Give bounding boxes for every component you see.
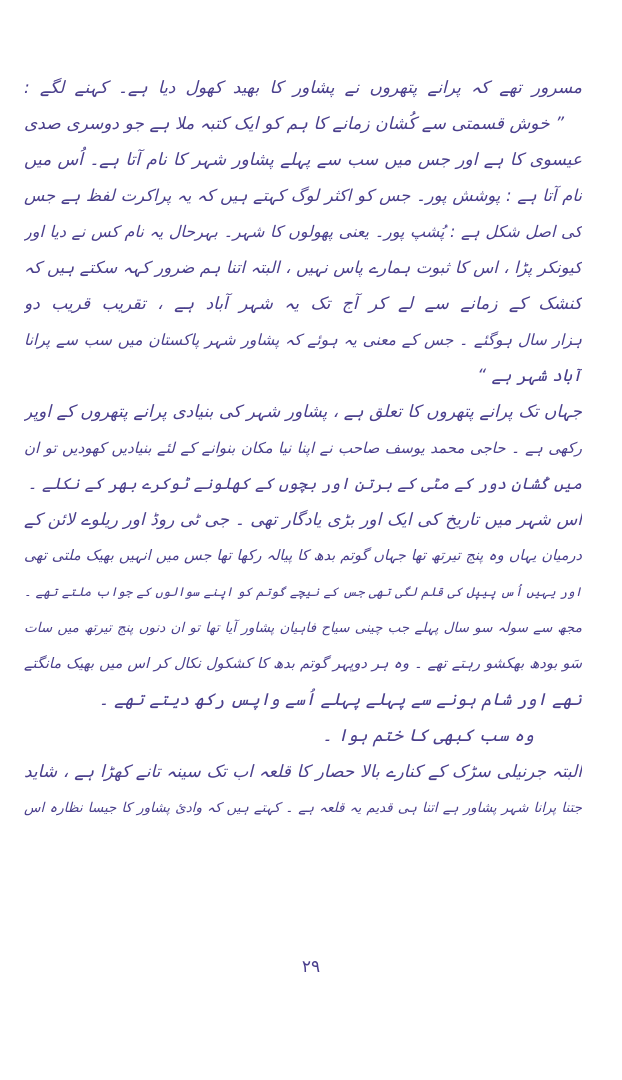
text-line: نام آتا ہے : پوشش پور۔ جس کو اکثر لوگ کہتے ہیں کہ یہ پراکرت لفظ ہے جس bbox=[24, 186, 582, 205]
text-line: رکھی ہے ۔ حاجی محمد یوسف صاحب نے اپنا نیا مکان بنوانے کے لئے بنیادیں کھودیں تو ان bbox=[24, 439, 582, 457]
text-line: کنشک کے زمانے سے لے کر آج تک یہ شہر آباد ہے ، تقریب قریب دو bbox=[24, 294, 582, 314]
text-line: مجھ سے سولہ سو سال پہلے جب چینی سیاح فاہیان پشاور آیا تھا تو ان دنوں پنج تیرتھ میں سات bbox=[24, 620, 582, 636]
text-line: کیونکر پڑا ، اس کا ثبوت ہمارے پاس نہیں ، البتہ اتنا ہم ضرور کہہ سکتے ہیں کہ bbox=[24, 258, 582, 277]
text-line: وہ سب کبھی کا ختم ہوا ۔ bbox=[322, 726, 534, 746]
page-number: ۲۹ bbox=[301, 957, 321, 977]
text-line: عیسوی کا ہے اور جس میں سب سے پہلے پشاور شہر کا نام آتا ہے۔ اُس میں bbox=[24, 150, 582, 170]
text-line: درمیان یہاں وہ پنج تیرتھ تھا جہاں گوتم بدھ کا پیالہ رکھا تھا جس میں انہیں بھیک ملتی تھی bbox=[24, 548, 582, 564]
text-line: جتنا پرانا شہر پشاور ہے اتنا ہی قدیم یہ قلعہ ہے ۔ کہتے ہیں کہ وادیٔ پشاور کا جیسا نظارہ اس bbox=[24, 800, 582, 816]
text-line: ” خوش قسمتی سے کُشان زمانے کا ہم کو ایک کتبہ ملا ہے جو دوسری صدی bbox=[24, 114, 564, 134]
body-text bbox=[24, 70, 582, 826]
text-line: سَو بودھ بھکشو رہتے تھے ۔ وہ ہر دوپہر گوتم بدھ کا کشکول نکال کر اس میں بھیک مانگتے bbox=[24, 656, 582, 672]
text-line: تھے اور شام ہونے سے پہلے پہلے اُسے واپس رکھ دیتے تھے ۔ bbox=[98, 690, 582, 710]
text-line: اس شہر میں تاریخ کی ایک اور بڑی یادگار تھی ۔ جی ٹی روڈ اور ریلوے لائن کے bbox=[24, 510, 582, 530]
text-line: اور یہیں اُس پیپل کی قلم لگی تھی جس کے نیچے گوتم کو اپنے سوالوں کے جواب ملتے تھے ۔ bbox=[24, 584, 582, 599]
text-line: البتہ جرنیلی سڑک کے کنارے بالا حصار کا قلعہ اب تک سینہ تانے کھڑا ہے ، شاید bbox=[24, 762, 582, 782]
text-line: کی اصل شکل ہے : پُشپ پور۔ یعنی پھولوں کا شہر۔ بہرحال یہ نام کس نے دیا اور bbox=[24, 222, 582, 241]
text-line: مسرور تھے کہ پرانے پتھروں نے پشاور کا بھید کھول دیا ہے۔ کہنے لگے : bbox=[24, 78, 582, 98]
text-line: آباد شہر ہے “ bbox=[477, 366, 582, 386]
text-line: جہاں تک پرانے پتھروں کا تعلق ہے ، پشاور شہر کی بنیادی پرانے پتھروں کے اوپر bbox=[24, 402, 582, 422]
text-line: میں کُشان دور کے مٹی کے برتن اور بچوں کے کھلونے ٹوکرے بھر کے نکلے ۔ bbox=[27, 474, 582, 493]
text-line: ہزار سال ہوگئے ۔ جس کے معنی یہ ہوئے کہ پشاور شہر پاکستان میں سب سے پرانا bbox=[24, 331, 582, 349]
